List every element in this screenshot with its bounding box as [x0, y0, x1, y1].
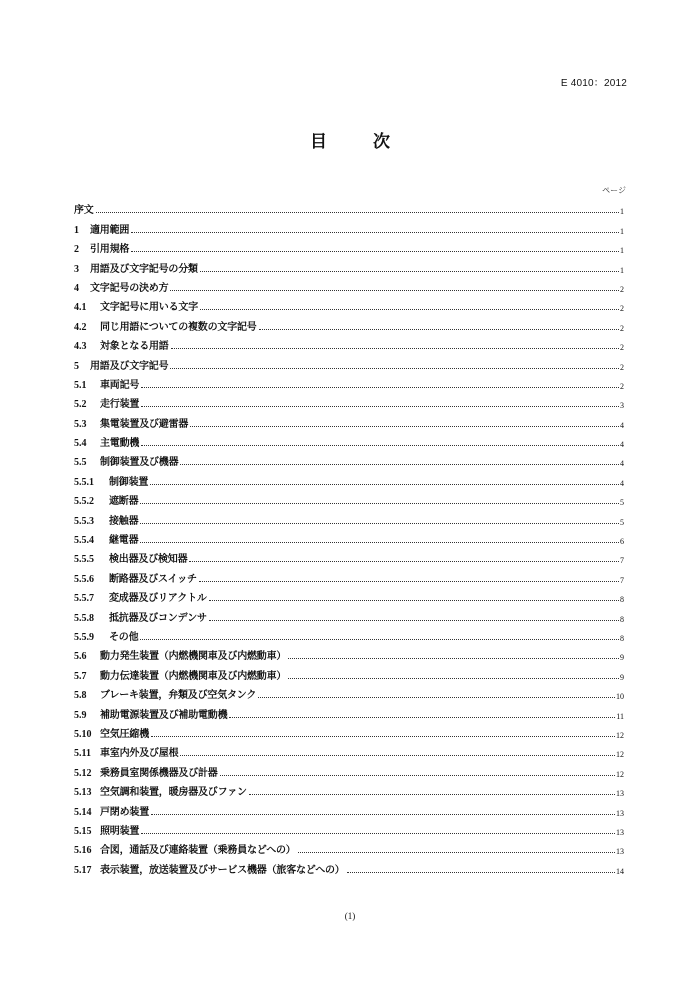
toc-entry[interactable] [74, 352, 624, 371]
toc-entry-page: 2 [620, 381, 624, 391]
toc-entry-number: 5.5.7 [74, 593, 94, 605]
toc-entry-title: 断路器及びスイッチ [109, 573, 197, 585]
toc-entry[interactable] [74, 507, 624, 526]
dot-leader [229, 717, 615, 718]
toc-entry-page: 13 [616, 808, 624, 818]
toc-entry-page: 14 [616, 866, 624, 876]
toc-entry[interactable] [74, 255, 624, 274]
dot-leader [140, 639, 619, 640]
toc-entry[interactable] [74, 410, 624, 429]
toc-entry-page: 4 [620, 459, 624, 469]
toc-entry[interactable] [74, 372, 624, 391]
dot-leader [171, 348, 619, 349]
toc-entry-page: 8 [620, 595, 624, 605]
toc-entry-title: 制御装置 [109, 476, 149, 488]
toc-entry[interactable] [74, 236, 624, 255]
toc-entry-title: 合図，通話及び連絡装置（乗務員などへの） [100, 845, 296, 857]
toc-entry[interactable] [74, 721, 624, 740]
toc-entry-title: 検出器及び検知器 [109, 554, 188, 566]
toc-entry-number: 5.2 [74, 399, 87, 411]
toc-entry-page: 12 [616, 750, 624, 760]
toc-entry[interactable] [74, 294, 624, 313]
toc-entry-page: 9 [620, 653, 624, 663]
dot-leader [347, 872, 615, 873]
toc-entry-title: ブレーキ装置，弁類及び空気タンク [100, 690, 257, 702]
toc-entry-number: 5.13 [74, 787, 92, 799]
toc-entry-title: 用語及び文字記号 [90, 360, 169, 372]
toc-entry-number: 5.5.1 [74, 476, 94, 488]
toc-entry-title: 車両記号 [100, 379, 140, 391]
toc-entry-number: 5.11 [74, 748, 91, 760]
toc-entry-number: 4 [74, 282, 79, 294]
toc-entry-title: 接触器 [109, 515, 139, 527]
standard-id: E 4010：2012 [560, 78, 627, 89]
toc-entry-title: 序文 [74, 205, 94, 217]
toc-entry[interactable] [74, 391, 624, 410]
page-title: 目 次 [310, 132, 410, 152]
toc-entry[interactable] [74, 643, 624, 662]
toc-entry-title: 継電器 [109, 535, 139, 547]
dot-leader [140, 542, 619, 543]
toc-entry-page: 2 [620, 362, 624, 372]
toc-entry-page: 11 [616, 711, 624, 721]
toc-entry-number: 5.5.4 [74, 535, 94, 547]
toc-entry-number: 5.16 [74, 845, 92, 857]
toc-entry[interactable] [74, 468, 624, 487]
toc-entry-page: 6 [620, 537, 624, 547]
toc-entry-page: 10 [616, 692, 624, 702]
toc-entry-title: 引用規格 [90, 244, 130, 256]
toc-entry-number: 3 [74, 263, 79, 275]
toc-entry-number: 5.14 [74, 806, 92, 818]
toc-entry-page: 2 [620, 323, 624, 333]
toc-entry[interactable] [74, 546, 624, 565]
toc-entry-page: 4 [620, 420, 624, 430]
toc-entry-title: その他 [109, 631, 139, 643]
dot-leader [199, 581, 619, 582]
toc-entry-page: 1 [620, 265, 624, 275]
toc-entry-title: 動力伝達装置（内燃機関車及び内燃動車） [100, 670, 287, 682]
toc-entry-title: 表示装置，放送装置及びサービス機器（旅客などへの） [100, 864, 345, 876]
toc-entry-page: 8 [620, 633, 624, 643]
toc-entry-number: 5.7 [74, 670, 87, 682]
dot-leader [220, 775, 615, 776]
toc-entry-title: 同じ用語についての複数の文字記号 [100, 321, 257, 333]
toc-entry-title: 照明装置 [100, 825, 140, 837]
toc-entry-number: 4.3 [74, 341, 87, 353]
toc-entry-page: 12 [616, 730, 624, 740]
dot-leader [170, 368, 619, 369]
toc-entry[interactable] [74, 818, 624, 837]
toc-entry[interactable] [74, 662, 624, 681]
toc-entry-number: 5.10 [74, 728, 92, 740]
toc-entry-page: 13 [616, 827, 624, 837]
dot-leader [189, 561, 619, 562]
toc-entry-number: 5.5.8 [74, 612, 94, 624]
toc-entry-title: 集電装置及び避雷器 [100, 418, 189, 430]
dot-leader [190, 426, 619, 427]
toc-entry-number: 4.2 [74, 321, 87, 333]
dot-leader [209, 620, 619, 621]
dot-leader [258, 697, 615, 698]
toc-entry-number: 5 [74, 360, 79, 372]
toc-entry-number: 5.9 [74, 709, 87, 721]
toc-entry-number: 5.5.3 [74, 515, 94, 527]
toc-entry-title: 対象となる用語 [100, 341, 169, 353]
toc-entry-page: 13 [616, 847, 624, 857]
toc-entry-page: 12 [616, 769, 624, 779]
toc-entry[interactable] [74, 430, 624, 449]
toc-entry[interactable] [74, 837, 624, 856]
toc-entry-title: 補助電源装置及び補助電動機 [100, 709, 228, 721]
toc-entry-number: 5.5.2 [74, 496, 94, 508]
dot-leader [288, 678, 619, 679]
toc-entry[interactable] [74, 682, 624, 701]
toc-entry-number: 1 [74, 224, 79, 236]
toc-entry-number: 5.5.9 [74, 631, 94, 643]
toc-entry-title: 乗務員室関係機器及び計器 [100, 767, 218, 779]
dot-leader [151, 736, 615, 737]
dot-leader [180, 464, 619, 465]
toc-entry-number: 5.3 [74, 418, 87, 430]
toc-entry-page: 4 [620, 440, 624, 450]
dot-leader [150, 484, 619, 485]
toc-entry[interactable] [74, 624, 624, 643]
toc-entry[interactable] [74, 449, 624, 468]
toc-entry-page: 7 [620, 556, 624, 566]
toc-entry-number: 5.17 [74, 864, 92, 876]
toc-entry-page: 1 [620, 246, 624, 256]
toc-entry-number: 5.1 [74, 379, 87, 391]
toc-entry-number: 5.12 [74, 767, 92, 779]
toc-entry[interactable] [74, 701, 624, 720]
toc-entry-title: 戸閉め装置 [100, 806, 149, 818]
toc-entry[interactable] [74, 488, 624, 507]
dot-leader [180, 755, 615, 756]
toc-entry-title: 空気圧縮機 [100, 728, 149, 740]
dot-leader [141, 445, 619, 446]
toc-entry[interactable] [74, 856, 624, 875]
toc-entry-number: 5.5.6 [74, 573, 94, 585]
toc-entry-title: 制御装置及び機器 [100, 457, 179, 469]
toc-entry[interactable] [74, 759, 624, 778]
toc-entry-page: 3 [620, 401, 624, 411]
toc-entry-title: 変成器及びリアクトル [109, 593, 207, 605]
toc-entry-title: 文字記号の決め方 [90, 282, 169, 294]
toc-entry[interactable] [74, 779, 624, 798]
dot-leader [288, 658, 619, 659]
toc-entry-number: 5.5.5 [74, 554, 94, 566]
toc-entry-page: 5 [620, 517, 624, 527]
dot-leader [140, 523, 619, 524]
toc-entry[interactable] [74, 585, 624, 604]
dot-leader [96, 212, 619, 213]
dot-leader [141, 387, 619, 388]
toc-entry[interactable] [74, 527, 624, 546]
toc-entry[interactable] [74, 216, 624, 235]
dot-leader [170, 290, 619, 291]
toc-entry-title: 文字記号に用いる文字 [100, 302, 198, 314]
toc-entry-page: 8 [620, 614, 624, 624]
toc-entry[interactable] [74, 798, 624, 817]
toc-entry-page: 4 [620, 478, 624, 488]
dot-leader [200, 309, 619, 310]
toc-entry[interactable] [74, 197, 624, 216]
toc-entry-page: 2 [620, 304, 624, 314]
toc-entry-page: 5 [620, 498, 624, 508]
toc-entry-title: 用語及び文字記号の分類 [90, 263, 198, 275]
toc-entry[interactable] [74, 333, 624, 352]
toc-entry-number: 5.15 [74, 825, 92, 837]
toc-entry[interactable] [74, 565, 624, 584]
dot-leader [140, 503, 619, 504]
dot-leader [151, 814, 615, 815]
toc-entry-title: 主電動機 [100, 438, 140, 450]
toc-entry-page: 1 [620, 207, 624, 217]
dot-leader [259, 329, 619, 330]
toc-entry-title: 動力発生装置（内燃機関車及び内燃動車） [100, 651, 287, 663]
toc-entry-page: 7 [620, 575, 624, 585]
toc-entry-number: 5.4 [74, 438, 87, 450]
toc-entry-page: 1 [620, 226, 624, 236]
toc-entry-page: 2 [620, 284, 624, 294]
table-of-contents [74, 197, 624, 876]
toc-entry-title: 抵抗器及びコンデンサ [109, 612, 207, 624]
dot-leader [200, 271, 619, 272]
toc-entry[interactable] [74, 740, 624, 759]
page-number: (1) [344, 911, 356, 921]
toc-entry-page: 9 [620, 672, 624, 682]
toc-entry[interactable] [74, 604, 624, 623]
toc-entry-number: 2 [74, 244, 79, 256]
toc-entry-number: 4.1 [74, 302, 87, 314]
toc-entry-title: 空気調和装置，暖房器及びファン [100, 787, 247, 799]
toc-entry-title: 走行装置 [100, 399, 140, 411]
toc-entry-number: 5.8 [74, 690, 87, 702]
toc-entry-page: 13 [616, 789, 624, 799]
toc-entry-title: 車室内外及び屋根 [100, 748, 179, 760]
toc-entry[interactable] [74, 275, 624, 294]
dot-leader [298, 852, 615, 853]
dot-leader [141, 406, 619, 407]
dot-leader [209, 600, 619, 601]
toc-entry-title: 遮断器 [109, 496, 139, 508]
toc-entry-title: 適用範囲 [90, 224, 130, 236]
dot-leader [131, 251, 619, 252]
page-column-label: ページ [602, 186, 626, 195]
dot-leader [249, 794, 615, 795]
toc-entry[interactable] [74, 313, 624, 332]
dot-leader [141, 833, 615, 834]
toc-entry-number: 5.6 [74, 651, 87, 663]
dot-leader [131, 232, 619, 233]
toc-entry-number: 5.5 [74, 457, 87, 469]
toc-entry-page: 2 [620, 343, 624, 353]
